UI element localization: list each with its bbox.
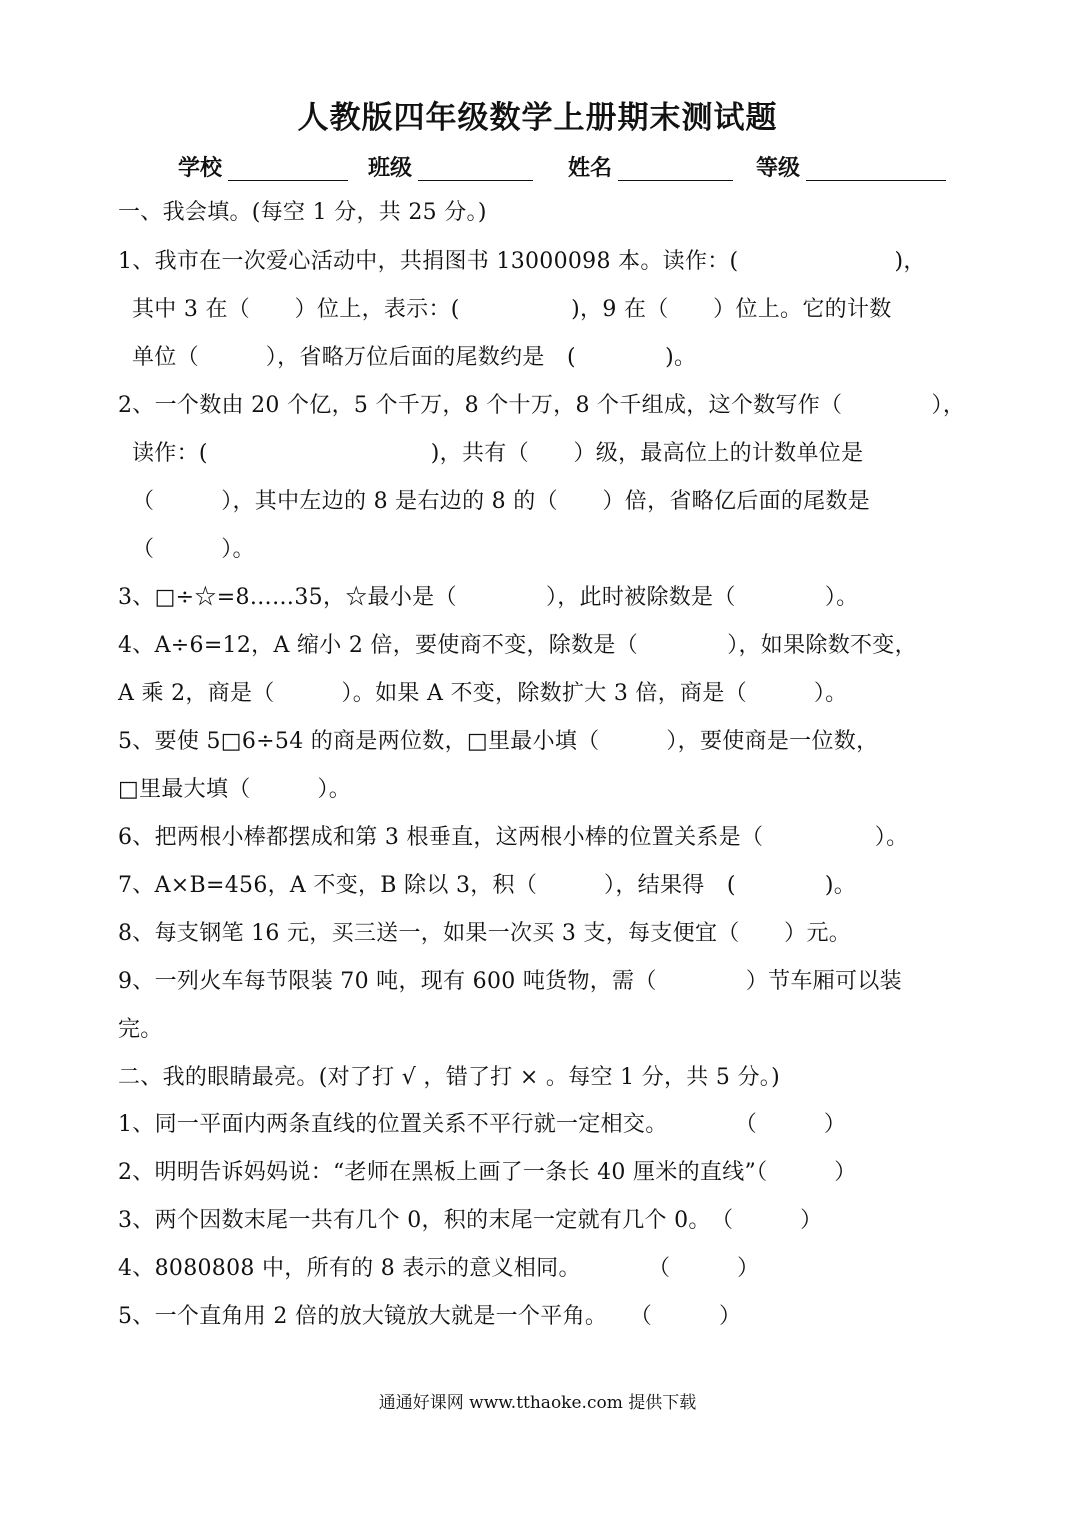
footer-credit: 通通好课网 www.tthaoke.com 提供下载 (378, 1393, 697, 1413)
header-label-name: 姓名 (568, 155, 613, 181)
student-info-header (178, 150, 958, 186)
section-2-heading: 二、我的眼睛最亮。(对了打 √ ，错了打 × 。每空 1 分，共 5 分。) (118, 1065, 780, 1090)
header-label-school: 学校 (178, 155, 223, 181)
question-line: 读作：( )，共有（ ）级，最高位上的计数单位是 (132, 441, 864, 466)
question-line: 6、把两根小棒都摆成和第 3 根垂直，这两根小棒的位置关系是（ ）。 (118, 825, 909, 850)
school-blank[interactable] (228, 180, 348, 181)
section-1-heading: 一、我会填。(每空 1 分，共 25 分。) (118, 200, 487, 225)
question-line: □里最大填（ ）。 (118, 777, 352, 802)
header-label-class: 班级 (368, 155, 413, 181)
question-line: 7、A×B=456，A 不变，B 除以 3，积（ ），结果得 ( )。 (118, 873, 857, 898)
name-blank[interactable] (618, 180, 733, 181)
question-line: 5、要使 5□6÷54 的商是两位数，□里最小填（ ），要使商是一位数， (118, 729, 879, 754)
question-line: 3、两个因数末尾一共有几个 0，积的末尾一定就有几个 0。 （ ） (118, 1208, 823, 1233)
grade-blank[interactable] (806, 180, 946, 181)
question-line: 3、□÷☆=8……35，☆最小是（ ），此时被除数是（ ）。 (118, 585, 859, 610)
page-title: 人教版四年级数学上册期末测试题 (297, 100, 778, 136)
question-line: 4、8080808 中，所有的 8 表示的意义相同。 （ ） (118, 1256, 760, 1281)
question-line: 5、一个直角用 2 倍的放大镜放大就是一个平角。 （ ） (118, 1304, 742, 1329)
question-line: 完。 (118, 1017, 163, 1042)
question-line: 单位（ ），省略万位后面的尾数约是 ( )。 (132, 345, 697, 370)
question-line: 1、我市在一次爱心活动中，共捐图书 13000098 本。读作：( )， (118, 249, 926, 274)
question-line: 其中 3 在（ ）位上，表示：( )，9 在（ ）位上。它的计数 (132, 297, 892, 322)
question-line: 8、每支钢笔 16 元，买三送一，如果一次买 3 支，每支便宜（ ）元。 (118, 921, 852, 946)
question-line: （ ）。 (132, 537, 255, 562)
question-line: （ ），其中左边的 8 是右边的 8 的（ ）倍，省略亿后面的尾数是 (132, 489, 871, 514)
question-line: 4、A÷6=12，A 缩小 2 倍，要使商不变，除数是（ ），如果除数不变， (118, 633, 917, 658)
question-line: 2、明明告诉妈妈说：“老师在黑板上画了一条长 40 厘米的直线”（ ） (118, 1160, 857, 1185)
question-line: 9、一列火车每节限装 70 吨，现有 600 吨货物，需（ ）节车厢可以装 (118, 969, 902, 994)
class-blank[interactable] (418, 180, 533, 181)
header-label-grade: 等级 (756, 155, 801, 181)
question-line: A 乘 2，商是（ ）。如果 A 不变，除数扩大 3 倍，商是（ ）。 (118, 681, 848, 706)
question-line: 1、同一平面内两条直线的位置关系不平行就一定相交。 （ ） (118, 1112, 847, 1137)
question-line: 2、一个数由 20 个亿，5 个千万，8 个十万，8 个千组成，这个数写作（ ）， (118, 393, 966, 418)
